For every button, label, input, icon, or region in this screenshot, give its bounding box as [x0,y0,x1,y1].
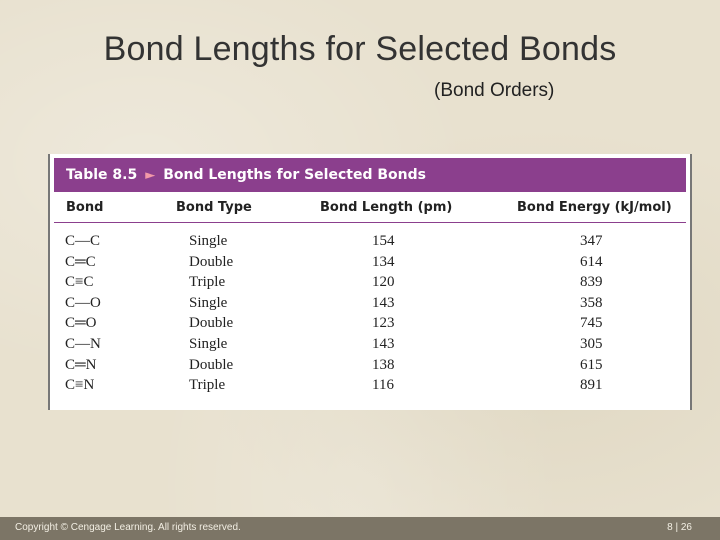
page-number: 8 | 26 [667,522,692,533]
triangle-arrow-icon: ► [145,167,156,183]
table-row [50,315,690,336]
copyright-notice: Copyright © Cengage Learning. All rights reserved. [15,522,241,533]
cell-bond: C═C [65,254,96,270]
slide-title: Bond Lengths for Selected Bonds [103,30,617,68]
cell-bond-energy: 614 [580,254,603,270]
cell-bond-type: Double [189,254,234,270]
cell-bond-energy: 745 [580,315,603,331]
cell-bond: C═O [65,315,97,331]
cell-bond: C≡C [65,274,94,290]
cell-bond-type: Single [189,295,228,311]
cell-bond-length: 120 [372,274,395,290]
table-row [50,377,690,398]
cell-bond-type: Triple [189,377,226,393]
cell-bond-energy: 891 [580,377,603,393]
cell-bond-length: 134 [372,254,395,270]
table-number: Table 8.5 [66,167,138,183]
cell-bond: C—O [65,295,101,311]
footer-bar [0,517,720,540]
slide-subtitle: (Bond Orders) [434,80,555,101]
table-caption: Bond Lengths for Selected Bonds [163,167,426,183]
cell-bond-energy: 839 [580,274,603,290]
cell-bond-type: Single [189,233,228,249]
table-row [50,274,690,295]
cell-bond-energy: 615 [580,357,603,373]
cell-bond: C≡N [65,377,95,393]
cell-bond-type: Triple [189,274,226,290]
header-rule [54,222,686,223]
cell-bond: C—C [65,233,101,249]
cell-bond-type: Single [189,336,228,352]
column-header-bond: Bond [66,200,104,215]
cell-bond-length: 143 [372,336,395,352]
cell-bond-energy: 347 [580,233,603,249]
column-header-bond-length: Bond Length (pm) [320,200,453,215]
bond-table [48,154,692,410]
cell-bond-type: Double [189,357,234,373]
cell-bond-energy: 305 [580,336,603,352]
table-row [50,254,690,275]
table-row [50,357,690,378]
table-caption-bar [54,158,686,192]
table-row [50,336,690,357]
column-header-bond-energy: Bond Energy (kJ/mol) [517,200,672,215]
cell-bond-length: 154 [372,233,395,249]
cell-bond-length: 116 [372,377,394,393]
cell-bond: C═N [65,357,97,373]
cell-bond-length: 138 [372,357,395,373]
cell-bond: C—N [65,336,101,352]
table-row [50,295,690,316]
cell-bond-length: 143 [372,295,395,311]
cell-bond-length: 123 [372,315,395,331]
column-header-bond-type: Bond Type [176,200,252,215]
cell-bond-energy: 358 [580,295,603,311]
cell-bond-type: Double [189,315,234,331]
table-row [50,233,690,254]
